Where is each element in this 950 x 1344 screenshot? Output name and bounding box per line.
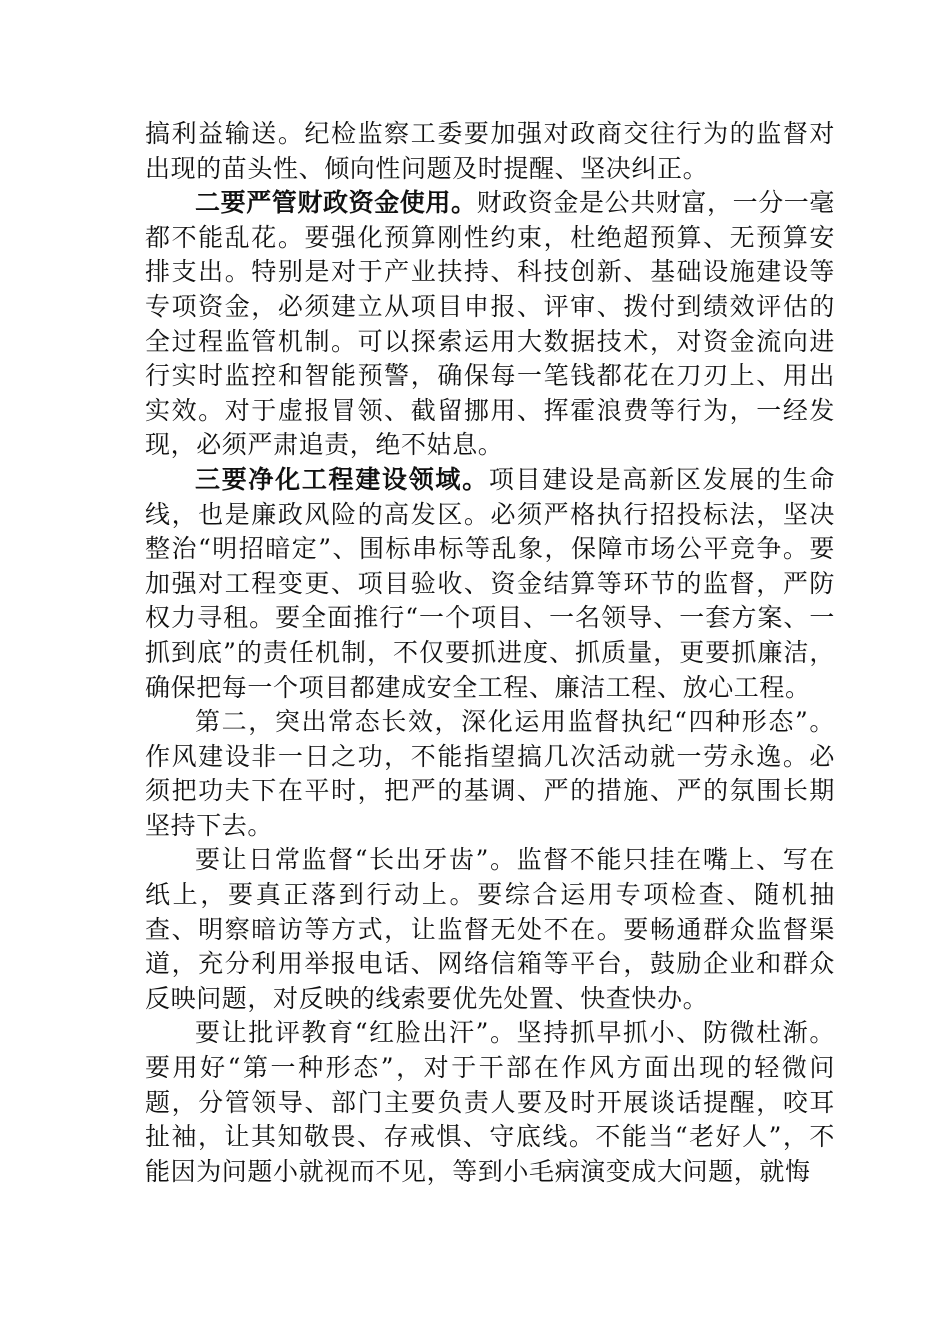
paragraph-four-forms (145, 705, 835, 843)
paragraph-text: 要让批评教育“红脸出汗”。坚持抓早抓小、防微杜渐。要用好“第一种形态”，对于干部在作风方面出现的轻微问题，分管领导、部门主要负责人要及时开展谈话提醒，咬耳扯袖，让其知敬畏、存戒惧、守底线。不能当“老好人”，不能因为问题小就视而不见，等到小毛病演变成大问题，就悔 (145, 1018, 835, 1186)
paragraph-text: 第二，突出常态长效，深化运用监督执纪“四种形态”。作风建设非一日之功，不能指望搞几次活动就一劳永逸。必须把功夫下在平时，把严的基调、严的措施、严的氛围长期坚持下去。 (145, 707, 835, 840)
paragraph-continued (145, 117, 835, 186)
paragraph-text: 项目建设是高新区发展的生命线，也是廉政风险的高发区。必须严格执行招投标法，坚决整治“明招暗定”、围标串标等乱象，保障市场公平竞争。要加强对工程变更、项目验收、资金结算等环节的监督，严防权力寻租。要全面推行“一个项目、一名领导、一套方案、一抓到底”的责任机制，不仅要抓进度、抓质量，更要抓廉洁，确保把每一个项目都建成安全工程、廉洁工程、放心工程。 (145, 464, 835, 702)
paragraph-text: 财政资金是公共财富，一分一毫都不能乱花。要强化预算刚性约束，杜绝超预算、无预算安排支出。特别是对于产业扶持、科技创新、基础设施建设等专项资金，必须建立从项目申报、评审、拨付到绩效评估的全过程监管机制。可以探索运用大数据技术，对资金流向进行实时监控和智能预警，确保每一笔钱都花在刀刃上、用出实效。对于虚报冒领、截留挪用、挥霍浪费等行为，一经发现，必须严肃追责，绝不姑息。 (145, 188, 836, 460)
paragraph-finance-funds (145, 186, 835, 463)
paragraph-lead-heading: 二要严管财政资金使用。 (195, 188, 477, 218)
paragraph-engineering (145, 463, 835, 705)
document-page (145, 117, 835, 1189)
paragraph-text: 要让日常监督“长出牙齿”。监督不能只挂在嘴上、写在纸上，要真正落到行动上。要综合运用专项检查、随机抽查、明察暗访等方式，让监督无处不在。要畅通群众监督渠道，充分利用举报电话、网络信箱等平台，鼓励企业和群众反映问题，对反映的线索要优先处置、快查快办。 (145, 845, 835, 1013)
paragraph-criticism-education (145, 1016, 835, 1189)
paragraph-lead-heading: 三要净化工程建设领域。 (195, 464, 489, 494)
paragraph-daily-supervision (145, 843, 835, 1016)
paragraph-text: 搞利益输送。纪检监察工委要加强对政商交往行为的监督对出现的苗头性、倾向性问题及时提醒、坚决纠正。 (145, 119, 835, 183)
